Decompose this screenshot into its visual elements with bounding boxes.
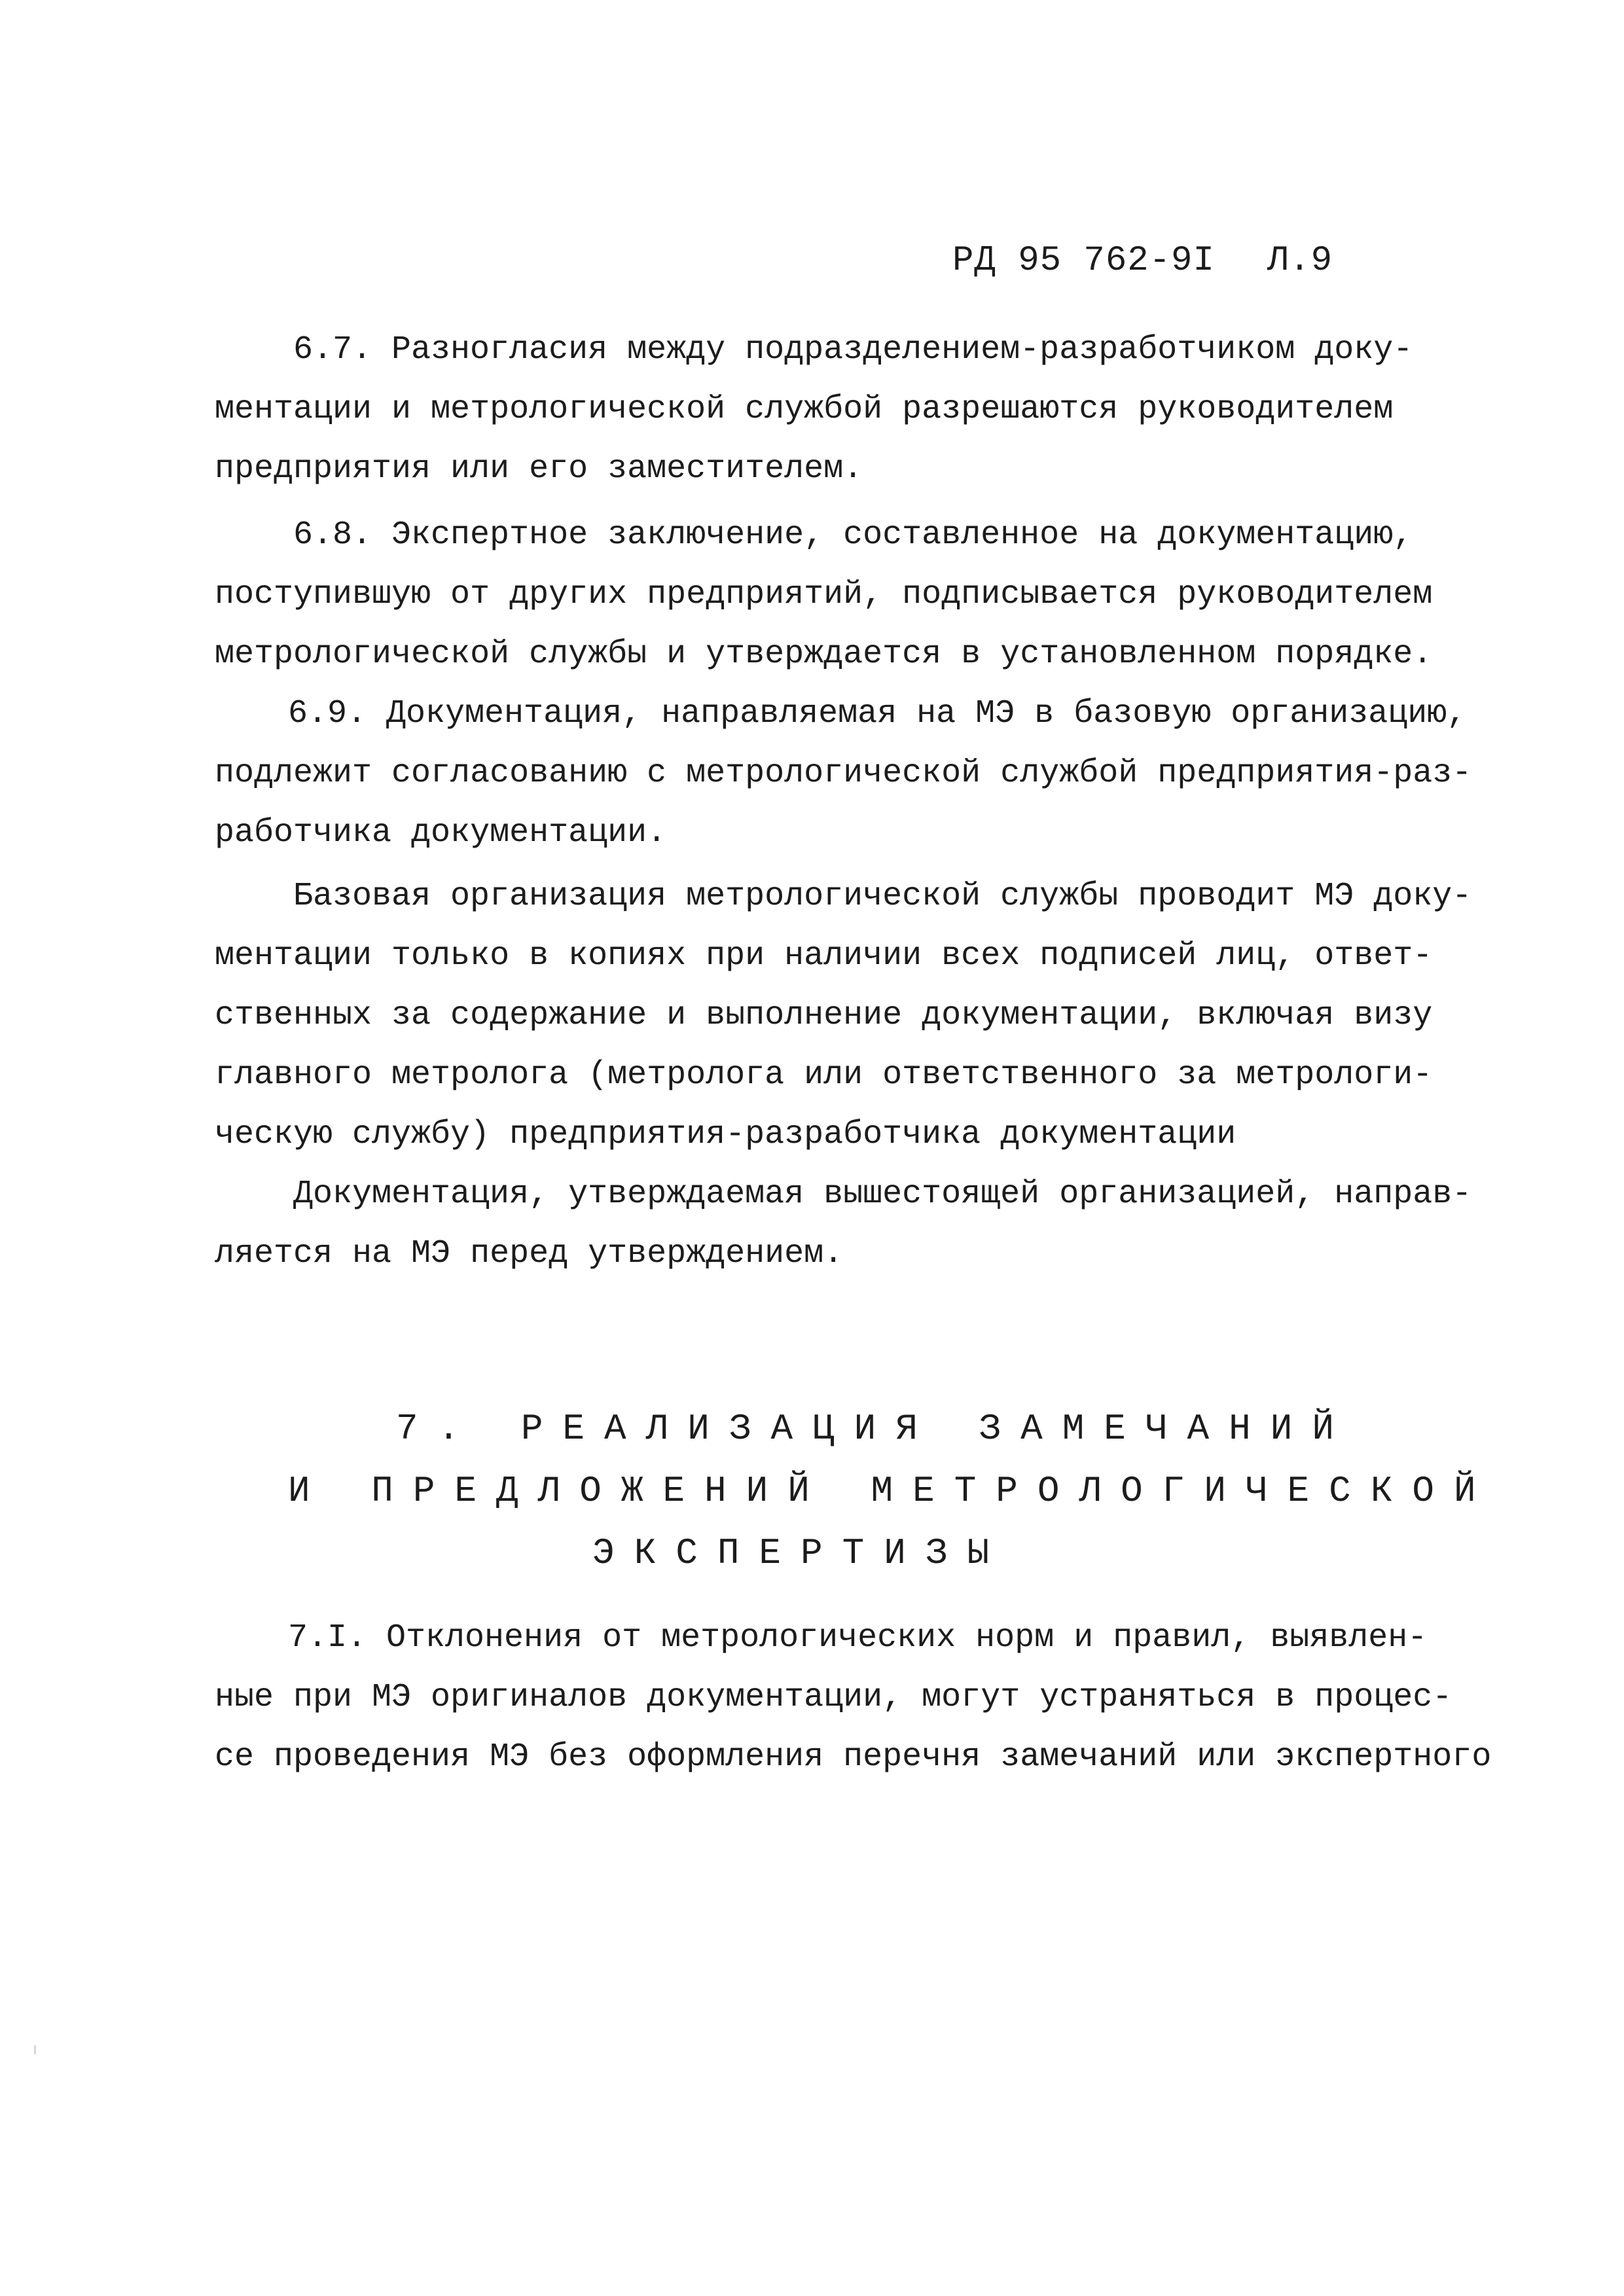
paragraph-6-7-line-2: ментации и метрологической службой разрешаются руководителем [215,391,1394,428]
document-code: РД 95 762-9I [952,241,1215,281]
paragraph-6-8-line-1: 6.8. Экспертное заключение, составленное на документацию, [293,516,1413,554]
paragraph-approved-docs-line-2: ляется на МЭ перед утверждением. [215,1235,844,1272]
paragraph-base-org-line-5: ческую службу) предприятия-разработчика документации [215,1116,1236,1153]
paragraph-7-1-line-1: 7.I. Отклонения от метрологических норм и правил, выявлен- [288,1619,1428,1657]
paragraph-6-7-line-1: 6.7. Разногласия между подразделением-разработчиком доку- [293,331,1413,368]
paragraph-base-org-line-1: Базовая организация метрологической службы проводит МЭ доку- [293,878,1472,915]
paragraph-6-8-line-3: метрологической службы и утверждается в установленном порядке. [215,636,1433,673]
paragraph-base-org-line-3: ственных за содержание и выполнение документации, включая визу [215,997,1433,1034]
paragraph-base-org-line-2: ментации только в копиях при наличии всех подписей лиц, ответ- [215,937,1433,975]
section-7-heading-line-2: И ПРЕДЛОЖЕНИЙ МЕТРОЛОГИЧЕСКОЙ [288,1470,1496,1512]
page-number: Л.9 [1267,241,1333,281]
paragraph-6-7-line-3: предприятия или его заместителем. [215,450,863,488]
scan-artifact [34,2045,36,2054]
paragraph-7-1-line-3: се проведения МЭ без оформления перечня замечаний или экспертного [215,1738,1492,1776]
section-7-heading-line-1: 7. РЕАЛИЗАЦИЯ ЗАМЕЧАНИЙ [396,1408,1354,1450]
paragraph-7-1-line-2: ные при МЭ оригиналов документации, могут устраняться в процес- [215,1679,1453,1716]
paragraph-approved-docs-line-1: Документация, утверждаемая вышестоящей организацией, направ- [293,1175,1472,1213]
paragraph-base-org-line-4: главного метролога (метролога или ответственного за метрологи- [215,1056,1433,1094]
paragraph-6-9-line-3: работчика документации. [215,814,667,852]
paragraph-6-9-line-1: 6.9. Документация, направляемая на МЭ в базовую организацию, [288,695,1467,732]
section-7-heading-line-3: ЭКСПЕРТИЗЫ [592,1532,1009,1574]
paragraph-6-9-line-2: подлежит согласованию с метрологической службой предприятия-раз- [215,755,1472,792]
page-header [952,241,1333,281]
paragraph-6-8-line-2: поступившую от других предприятий, подписывается руководителем [215,576,1433,613]
